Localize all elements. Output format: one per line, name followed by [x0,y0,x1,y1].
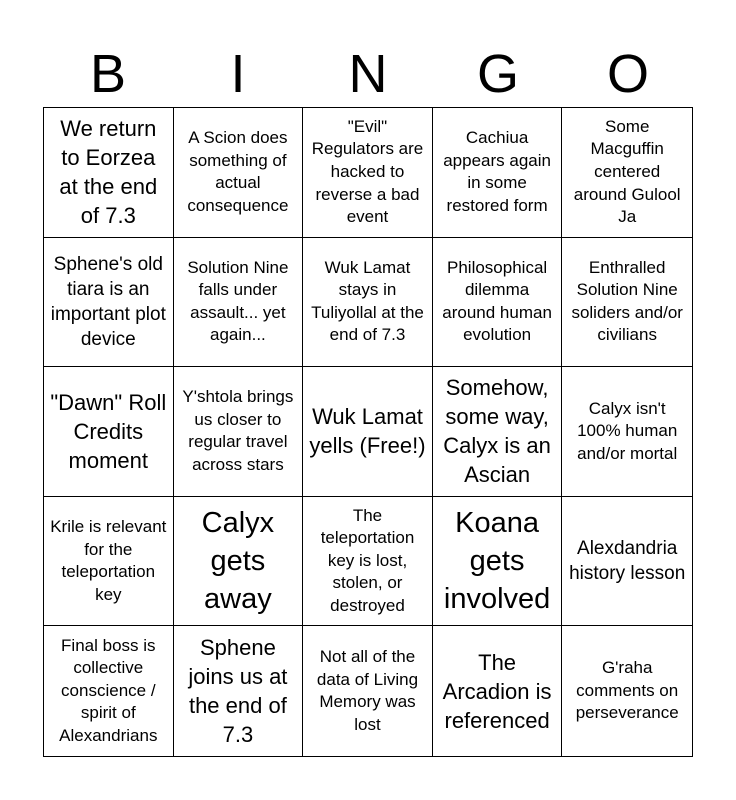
bingo-cell-r3-c1[interactable] [44,367,174,497]
cell-text: Wuk Lamat stays in Tuliyollal at the end of 7.3 [311,257,424,345]
header-letter-n: N [348,44,388,104]
cell-text: Somehow, some way, Calyx is an Ascian [443,375,551,488]
cell-text: Y'shtola brings us closer to regular travel across stars [182,387,294,475]
bingo-cell-r4-c2[interactable] [174,497,304,627]
bingo-cell-r5-c3[interactable] [303,626,433,756]
cell-text: Krile is relevant for the teleportation key [50,516,167,604]
bingo-cell-r2-c4[interactable] [433,238,563,368]
cell-text: Wuk Lamat yells (Free!) [309,404,426,459]
cell-text: Sphene's old tiara is an important plot device [50,253,166,350]
bingo-cell-r4-c3[interactable] [303,497,433,627]
bingo-cell-r2-c5[interactable] [562,238,692,368]
cell-text: "Dawn" Roll Credits moment [50,389,167,473]
bingo-cell-r3-c5[interactable] [562,367,692,497]
bingo-cell-r1-c4[interactable] [433,108,563,238]
bingo-cell-r5-c1[interactable] [44,626,174,756]
cell-text: Not all of the data of Living Memory was lost [316,647,419,734]
header-letter-i: I [230,44,246,104]
bingo-cell-r1-c2[interactable] [174,108,304,238]
cell-text: "Evil" Regulators are hacked to reverse a bad event [311,116,424,227]
cell-text: G'raha comments on perseverance [575,658,679,723]
header-letter-b: B [89,44,127,104]
cell-text: Koana gets involved [443,507,551,616]
bingo-cell-r1-c3[interactable] [303,108,433,238]
bingo-cell-r4-c5[interactable] [562,497,692,627]
bingo-header [43,40,693,108]
bingo-cell-r1-c5[interactable] [562,108,692,238]
cell-text: Cachiua appears again in some restored form [443,128,551,215]
bingo-cell-r5-c4[interactable] [433,626,563,756]
bingo-cell-r2-c3[interactable] [303,238,433,368]
cell-text: Alexdandria history lesson [569,538,686,585]
cell-text: The teleportation key is lost, stolen, or destroyed [320,505,415,615]
bingo-cell-r5-c2[interactable] [174,626,304,756]
bingo-cell-r4-c1[interactable] [44,497,174,627]
cell-text: A Scion does something of actual consequence [187,128,289,215]
cell-text: Solution Nine falls under assault... yet again... [187,257,289,345]
cell-text: Calyx gets away [201,507,275,616]
header-letter-o: O [606,44,649,104]
bingo-cell-r2-c2[interactable] [174,238,304,368]
cell-text: Some Macguffin centered around Gulool Ja [573,116,681,227]
bingo-cell-r1-c1[interactable] [44,108,174,238]
header-letter-g: G [476,44,519,104]
bingo-cell-r4-c4[interactable] [433,497,563,627]
bingo-board [43,107,693,757]
cell-text: Enthralled Solution Nine soliders and/or civilians [571,257,683,345]
cell-text: Final boss is collective conscience / spirit of Alexandrians [59,635,158,746]
bingo-cell-r3-c2[interactable] [174,367,304,497]
bingo-cell-r3-c4[interactable] [433,367,563,497]
cell-text: We return to Eorzea at the end of 7.3 [59,116,158,229]
bingo-cell-r3-c3[interactable] [303,367,433,497]
bingo-cell-r2-c1[interactable] [44,238,174,368]
bingo-cell-r5-c5[interactable] [562,626,692,756]
cell-text: Sphene joins us at the end of 7.3 [188,635,288,748]
cell-text: Calyx isn't 100% human and/or mortal [577,398,678,463]
cell-text: The Arcadion is referenced [442,649,552,733]
cell-text: Philosophical dilemma around human evolution [442,257,552,345]
